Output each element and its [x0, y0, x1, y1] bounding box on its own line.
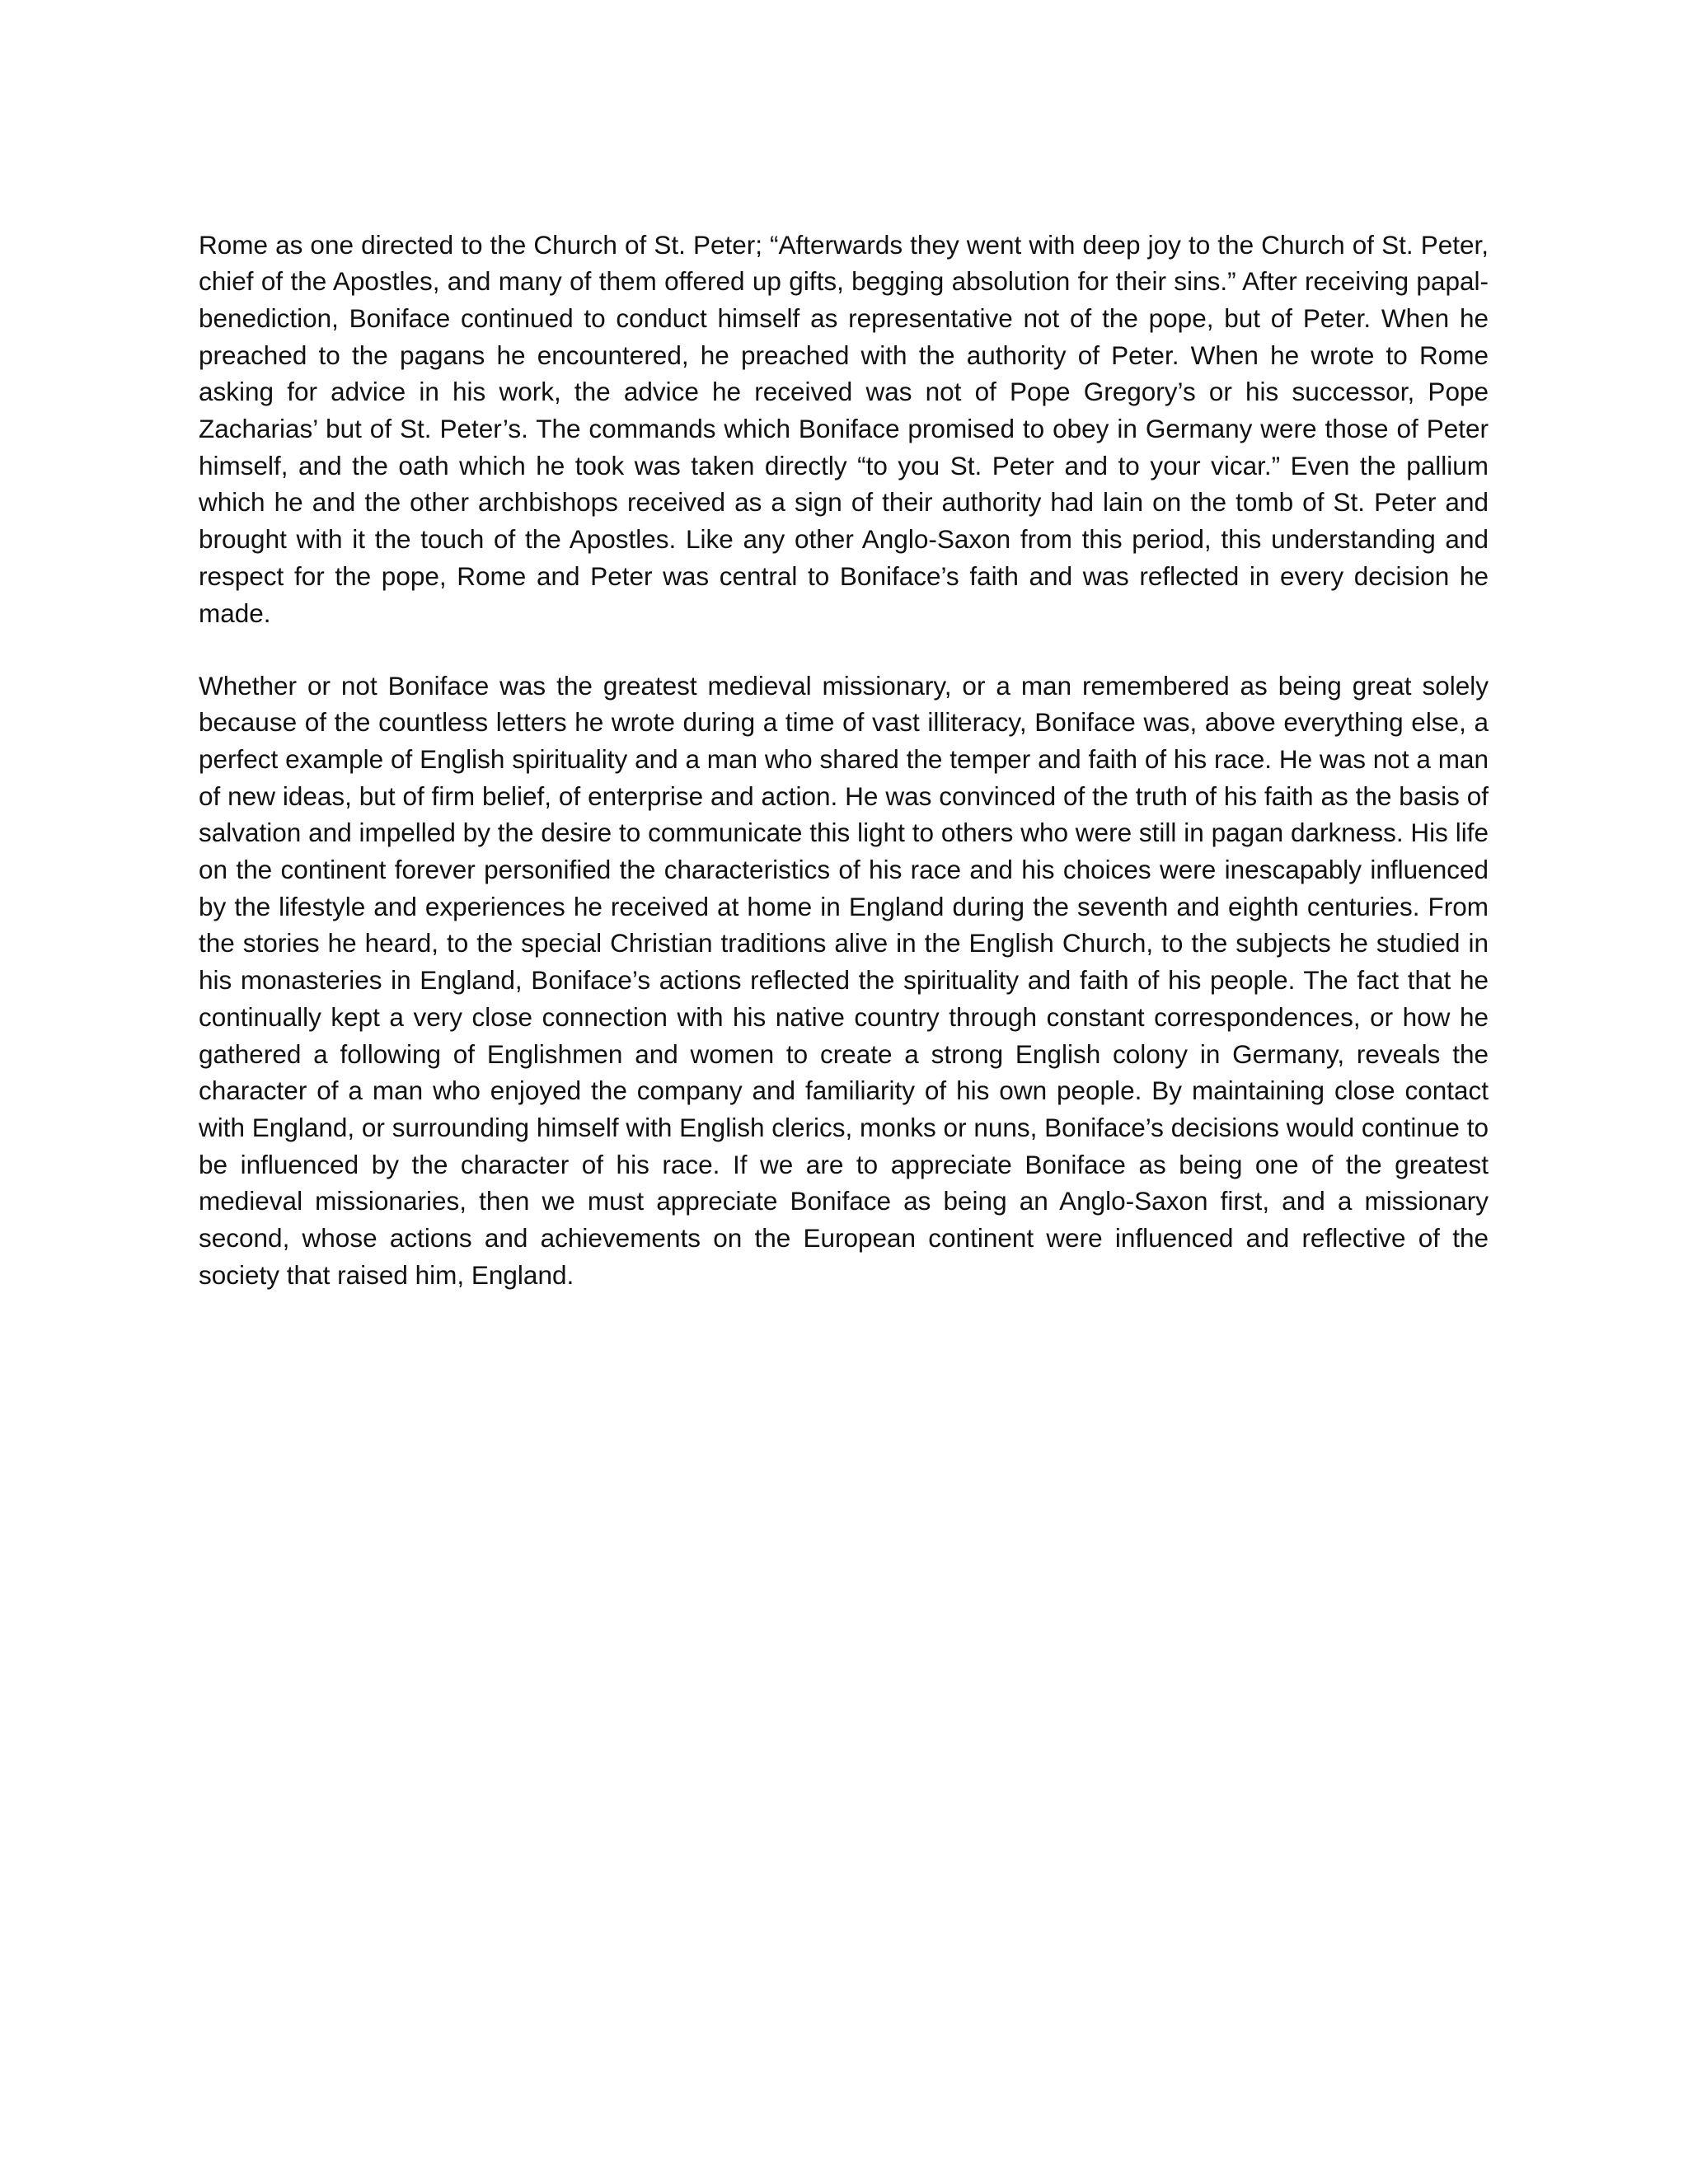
body-paragraph-2: Whether or not Boniface was the greatest medieval missionary, or a man remembered as being great solely because of the countless letters he wrote during a time of vast illiteracy, Boniface was, above everything else, a perfect example of English spirituality and a man who shared the temper and faith of his race. He was not a man of new ideas, but of firm belief, of enterprise and action. He was convinced of the truth of his faith as the basis of salvation and impelled by the desire to communicate this light to others who were still in pagan darkness. His life on the continent forever personified the characteristics of his race and his choices were inescapably influenced by the lifestyle and experiences he received at home in England during the seventh and eighth centuries. From the stories he heard, to the special Christian traditions alive in the English Church, to the subjects he studied in his monasteries in England, Boniface’s actions reflected the spirituality and faith of his people. The fact that he continually kept a very close connection with his native country through constant correspondences, or how he gathered a following of Englishmen and women to create a strong English colony in Germany, reveals the character of a man who enjoyed the company and familiarity of his own people. By maintaining close contact with England, or surrounding himself with English clerics, monks or nuns, Boniface’s decisions would continue to be influenced by the character of his race. If we are to appreciate Boniface as being one of the greatest medieval missionaries, then we must appreciate Boniface as being an Anglo-Saxon first, and a missionary second, whose actions and achievements on the European continent were influenced and reflective of the society that raised him, England. [199, 670, 1489, 1290]
body-paragraph-1: Rome as one directed to the Church of St. Peter; “Afterwards they went with deep joy to the Church of St. Peter, chief of the Apostles, and many of them offered up gifts, begging absolution for their sins.” After receiving papal-benediction, Boniface continued to conduct himself as representative not of the pope, but of Peter. When he preached to the pagans he encountered, he preached with the authority of Peter. When he wrote to Rome asking for advice in his work, the advice he received was not of Pope Gregory’s or his successor, Pope Zacharias’ but of St. Peter’s. The commands which Boniface promised to obey in Germany were those of Peter himself, and the oath which he took was taken directly “to you St. Peter and to your vicar.” Even the pallium which he and the other archbishops received as a sign of their authority had lain on the tomb of St. Peter and brought with it the touch of the Apostles. Like any other Anglo-Saxon from this period, this understanding and respect for the pope, Rome and Peter was central to Boniface’s faith and was reflected in every decision he made. [199, 229, 1489, 628]
